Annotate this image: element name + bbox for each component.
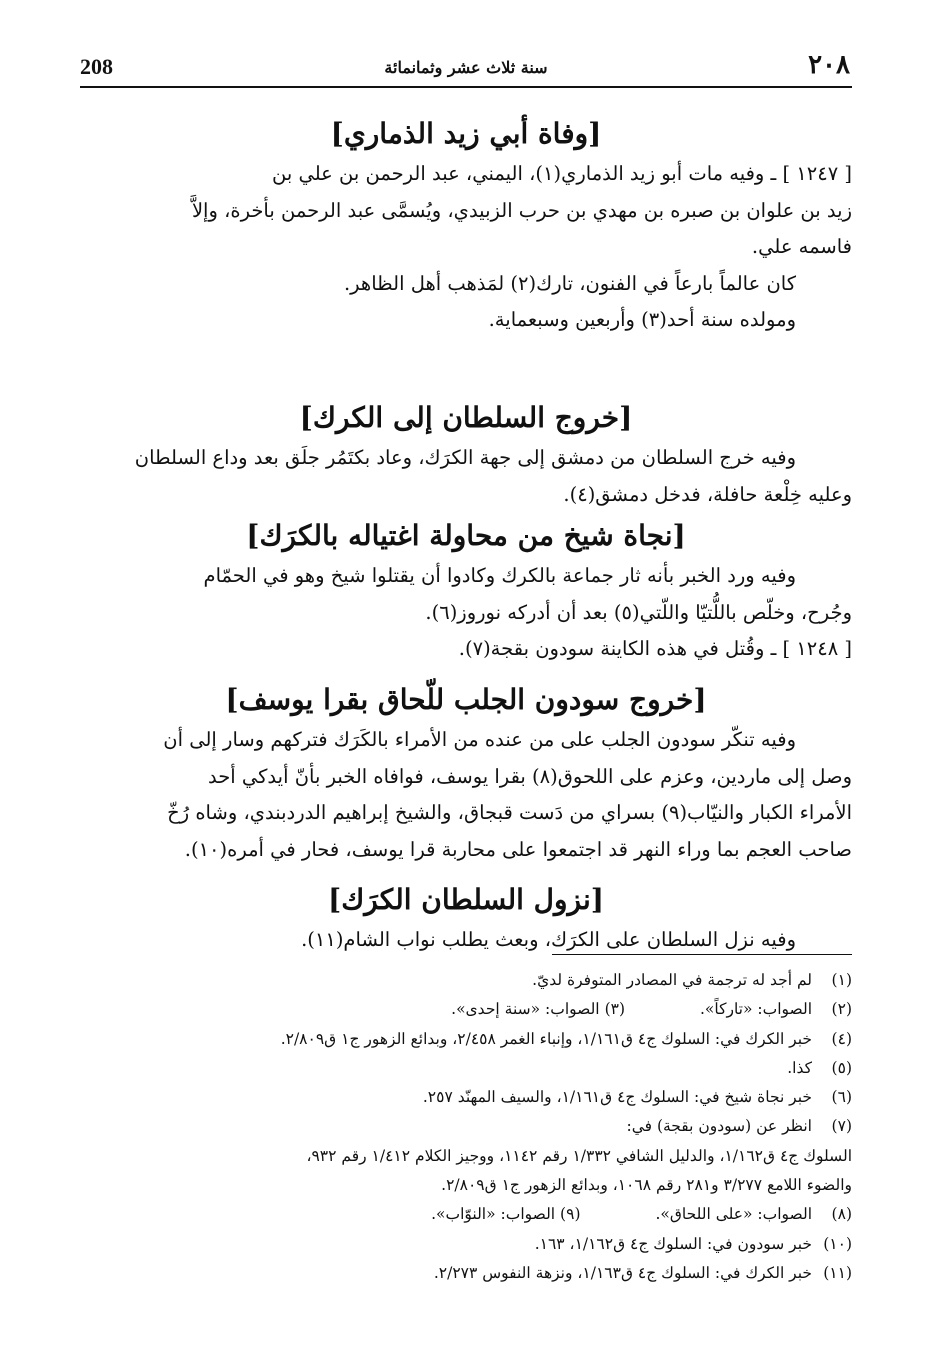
footnote-text: خبر الكرك في: السلوك ج٤ ق١/١٦٣، ونزهة النفوس ٢/٢٧٣. — [433, 1263, 812, 1282]
footnote — [80, 1230, 852, 1259]
page-number-arabic: ٢٠٨ — [808, 50, 850, 80]
footnote-number: (٥) — [831, 1058, 852, 1077]
paragraph-line: فاسمه علي. — [751, 235, 852, 258]
paragraph-line: ومولده سنة أحد(٣) وأربعين وسبعماية. — [488, 308, 796, 331]
page-number: 208 — [80, 54, 113, 79]
paragraph-line: وجُرح، وخلّص باللُّتيّا واللّتي(٥) بعد أن أدركه نوروز(٦). — [425, 600, 852, 624]
footnotes — [80, 966, 852, 1288]
footnote — [80, 1025, 852, 1054]
running-title: سنة ثلاث عشر وثمانمائة — [384, 58, 548, 77]
paragraph-line: [ ١٢٤٧ ] ـ وفيه مات أبو زيد الذماري(١)، اليمني، عبد الرحمن بن علي بن — [272, 162, 852, 185]
paragraph-line: وعليه خِلْعة حافلة، فدخل دمشق(٤). — [563, 482, 852, 506]
footnote-text: خبر الكرك في: السلوك ج٤ ق١/١٦١، وإنباء الغمر ٢/٤٥٨، وبدائع الزهور ج١ ق٢/٨٠٩. — [280, 1029, 812, 1048]
footnote-text: الصواب: «سنة إحدى». — [451, 1000, 600, 1019]
section-heading: [وفاة أبي زيد الذماري] — [330, 117, 602, 150]
footnote — [80, 966, 852, 995]
paragraph-line: صاحب العجم بما وراء النهر قد اجتمعوا على محاربة قرا يوسف، فحار في أمره(١٠). — [184, 837, 852, 861]
footnote-text: كذا. — [787, 1058, 812, 1077]
footnote-number: (٦) — [831, 1088, 852, 1107]
footnote-text: انظر عن (سودون بقجة) في: — [626, 1117, 812, 1136]
footnote-inline — [431, 1200, 580, 1229]
section-sultan-to-karak — [80, 398, 852, 513]
footnote — [80, 995, 852, 1024]
section-heading: [خروج سودون الجلب للّحاق بقرا يوسف] — [225, 683, 707, 716]
footnote-number: (٤) — [831, 1029, 852, 1048]
section-heading: [نزول السلطان الكرَك] — [327, 883, 605, 916]
footnote — [80, 1083, 852, 1112]
paragraph-line: وفيه ورد الخبر بأنه ثار جماعة بالكرك وكادوا أن يقتلوا شيخ وهو في الحمّام — [203, 564, 796, 587]
paragraph-line: الأمراء الكبار والنيّاب(٩) بسراي من دَست قبجاق، والشيخ إبراهيم الدردبندي، وشاه رُخّ — [167, 801, 852, 824]
paragraph-line: [ ١٢٤٨ ] ـ وقُتل في هذه الكاينة سودون بقجة(٧). — [458, 637, 852, 660]
footnote-number: (٢) — [831, 1000, 852, 1019]
section-death-abu-zayd — [80, 114, 852, 339]
footnote — [80, 1259, 852, 1288]
footnote-inline — [451, 995, 625, 1024]
footnote-text: الصواب: «على اللحاق». — [655, 1205, 812, 1224]
running-header — [80, 46, 852, 88]
footnote-divider — [552, 954, 852, 955]
footnote-number: (٨) — [831, 1205, 852, 1224]
footnote-text: لم أجد له ترجمة في المصادر المتوفرة لديّ. — [532, 971, 812, 989]
footnote — [80, 1054, 852, 1083]
footnote-text: الصواب: «تاركاً». — [699, 1000, 812, 1019]
paragraph-line: وصل إلى ماردين، وعزم على اللحوق(٨) بقرا يوسف، فوافاه الخبر بأنّ أيدكي أحد — [207, 764, 852, 788]
section-heading: [نجاة شيخ من محاولة اغتياله بالكرَك] — [246, 519, 686, 552]
footnote-number: (١١) — [823, 1263, 852, 1282]
section-sultan-at-karak — [80, 880, 852, 959]
footnote-text: خبر نجاة شيخ في: السلوك ج٤ ق١/١٦١، والسيف المهنّد ٢٥٧. — [422, 1088, 812, 1107]
paragraph-line: وفيه نزل السلطان على الكرَك، وبعث يطلب نواب الشام(١١). — [301, 928, 796, 951]
footnote-number: (٧) — [831, 1117, 852, 1136]
paragraph-line: وفيه تنكّر سودون الجلب على من عنده من الأمراء بالكَرَك فتركهم وسار إلى أن — [163, 728, 796, 751]
footnote-text: الصواب: «النوّاب». — [431, 1205, 556, 1224]
paragraph-line: كان عالماً بارعاً في الفنون، تارك(٢) لمَذهب أهل الظاهر. — [343, 271, 796, 295]
footnote-continuation: السلوك ج٤ ق١/١٦٢، والدليل الشافي ١/٣٣٢ رقم ١١٤٢، ووجيز الكلام ١/٤١٢ رقم ٩٣٢، — [306, 1146, 852, 1165]
section-sudun-jalab — [80, 680, 852, 868]
footnote-number: (٩) — [560, 1205, 581, 1224]
section-shaykh-escape — [80, 516, 852, 668]
footnote-text: خبر سودون في: السلوك ج٤ ق١/١٦٢، ١٦٣. — [534, 1234, 812, 1253]
footnote-number: (١٠) — [823, 1234, 852, 1253]
footnote — [80, 1200, 852, 1229]
section-heading: [خروج السلطان إلى الكرك] — [299, 401, 633, 434]
footnote-number: (١) — [831, 971, 852, 989]
footnote-continuation: والضوء اللامع ٣/٢٧٧ و٢٨١ رقم ١٠٦٨، وبدائع الزهور ج١ ق٢/٨٠٩. — [441, 1176, 852, 1195]
paragraph-line: زيد بن علوان بن صبره بن مهدي بن حرب الزبيدي، ويُسمَّى عبد الرحمن بأخرة، وإلاَّ — [191, 198, 852, 222]
footnote-number: (٣) — [604, 1000, 626, 1019]
paragraph-line: وفيه خرج السلطان من دمشق إلى جهة الكرَك، وعاد بكتَمُر جلَق بعد وداع السلطان — [134, 446, 796, 469]
footnote — [80, 1112, 852, 1141]
page — [80, 46, 852, 1336]
